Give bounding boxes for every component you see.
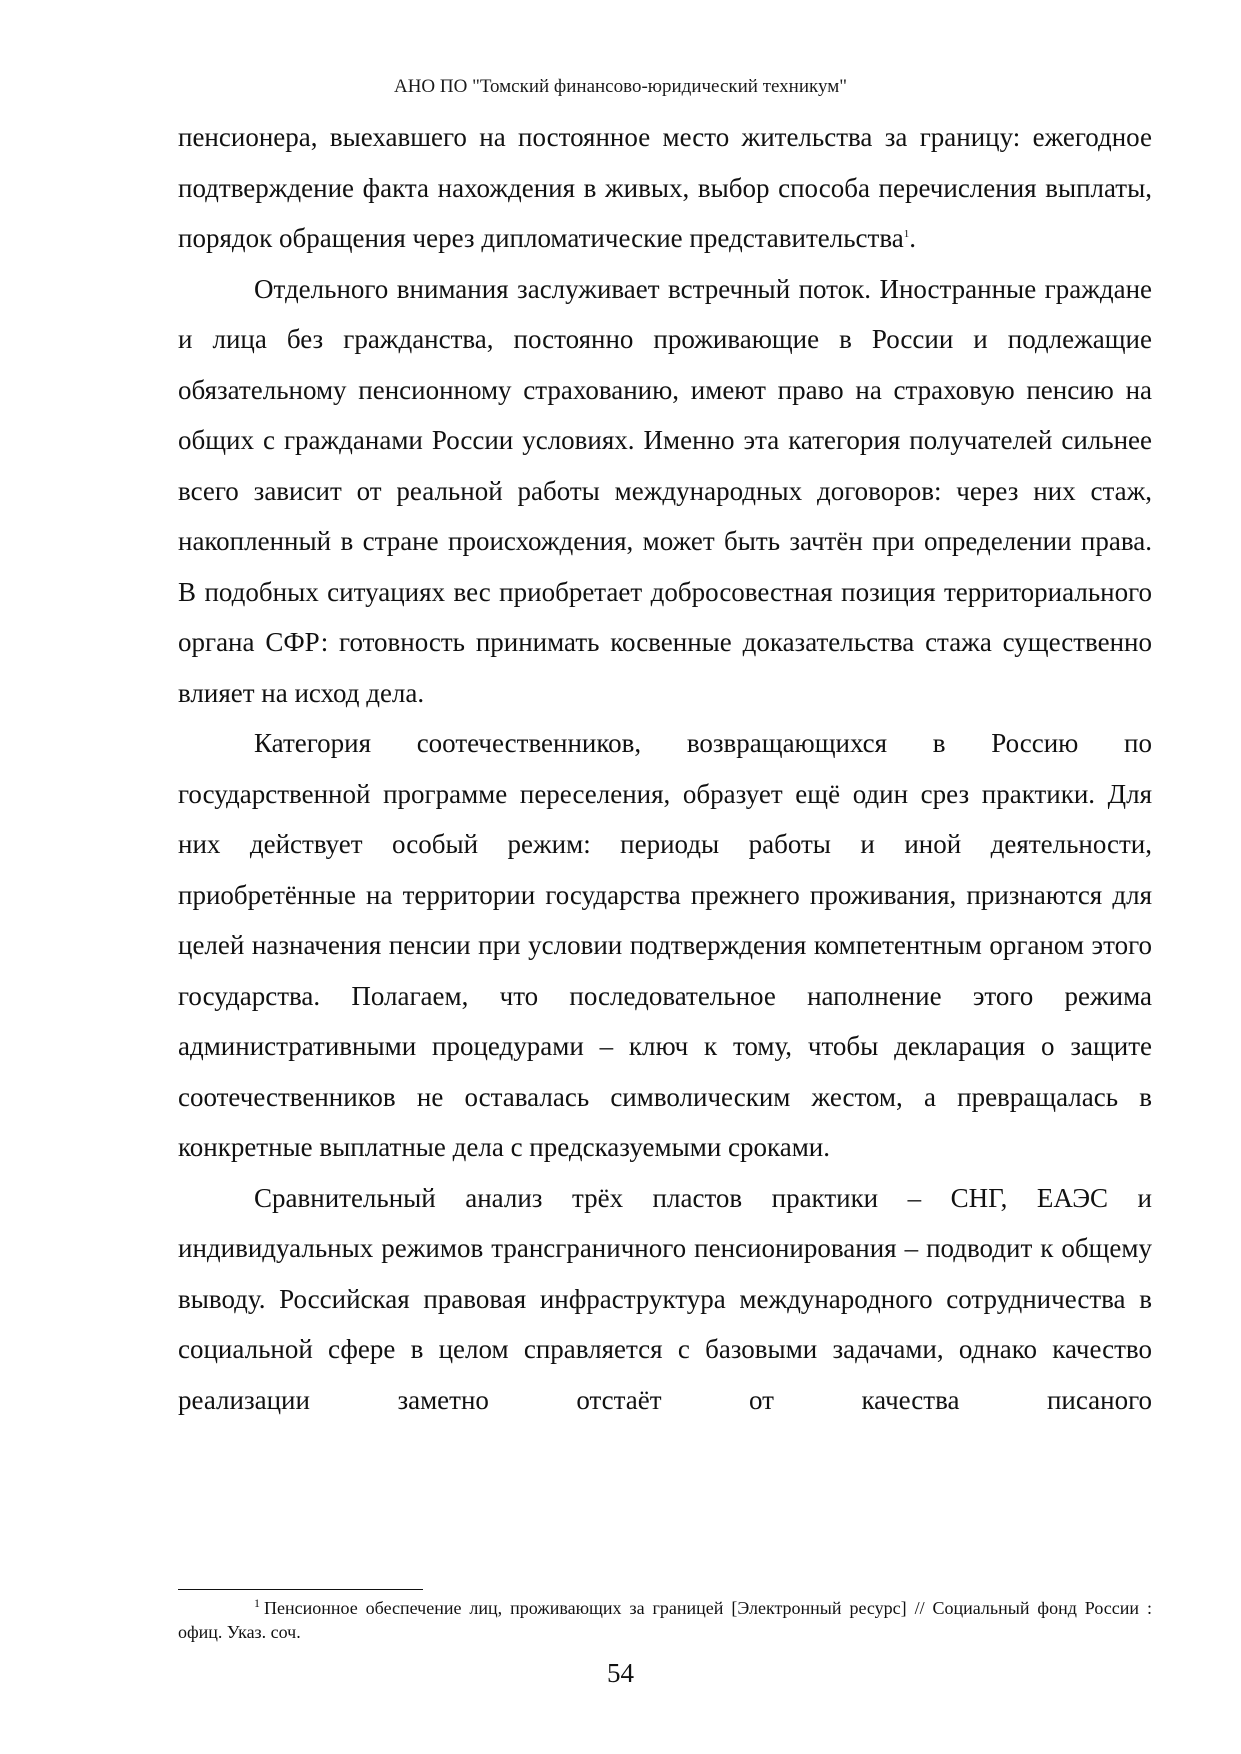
paragraph-compatriots: Категория соотечественников, возвращающихся в Россию по государственной программе переселения, образует ещё один срез практики. Для них действует особый режим: периоды работы и иной деятельности, приобретённые на территории государства прежнего проживания, признаются для целей назначения пенсии при условии подтверждения компетентным органом этого государства. Полагаем, что последовательное наполнение этого режима административными процедурами – ключ к тому, чтобы декларация о защите соотечественников не оставалась символическим жестом, а превращалась в конкретные выплатные дела с предсказуемыми сроками. xyxy=(178,728,1152,1162)
footnote xyxy=(178,1596,1152,1644)
paragraph-tail: . xyxy=(909,223,916,253)
paragraph-foreign-citizens: Отдельного внимания заслуживает встречный поток. Иностранные граждане и лица без гражданства, постоянно проживающие в России и подлежащие обязательному пенсионному страхованию, имеют право на страховую пенсию на общих с гражданами России условиях. Именно эта категория получателей сильнее всего зависит от реальной работы международных договоров: через них стаж, накопленный в стране происхождения, может быть зачтён при определении права. В подобных ситуациях вес приобретает добросовестная позиция территориального органа СФР: готовность принимать косвенные доказательства стажа существенно влияет на исход дела. xyxy=(178,273,1152,708)
body-text xyxy=(178,112,1152,1425)
page-number: 54 xyxy=(607,1658,634,1688)
paragraph-continuation xyxy=(178,112,1152,264)
paragraph-comparative-analysis: Сравнительный анализ трёх пластов практики – СНГ, ЕАЭС и индивидуальных режимов трансграничного пенсионирования – подводит к общему выводу. Российская правовая инфраструктура международного сотрудничества в социальной сфере в целом справляется с базовыми задачами, однако качество реализации заметно отстаёт от качества писаного xyxy=(178,1182,1152,1415)
footnote-text: Пенсионное обеспечение лиц, проживающих за границей [Электронный ресурс] // Социальный фонд России : офиц. Указ. соч. xyxy=(178,1598,1152,1642)
paragraph-text: пенсионера, выехавшего на постоянное место жительства за границу: ежегодное подтверждение факта нахождения в живых, выбор способа перечисления выплаты, порядок обращения через дипломатические представительства xyxy=(178,122,1152,253)
footnote-reference[interactable]: 1 xyxy=(903,228,910,240)
footnote-separator xyxy=(178,1589,423,1590)
footnote-number: 1 xyxy=(254,1596,260,1610)
running-header: АНО ПО "Томский финансово-юридический техникум" xyxy=(393,76,848,97)
